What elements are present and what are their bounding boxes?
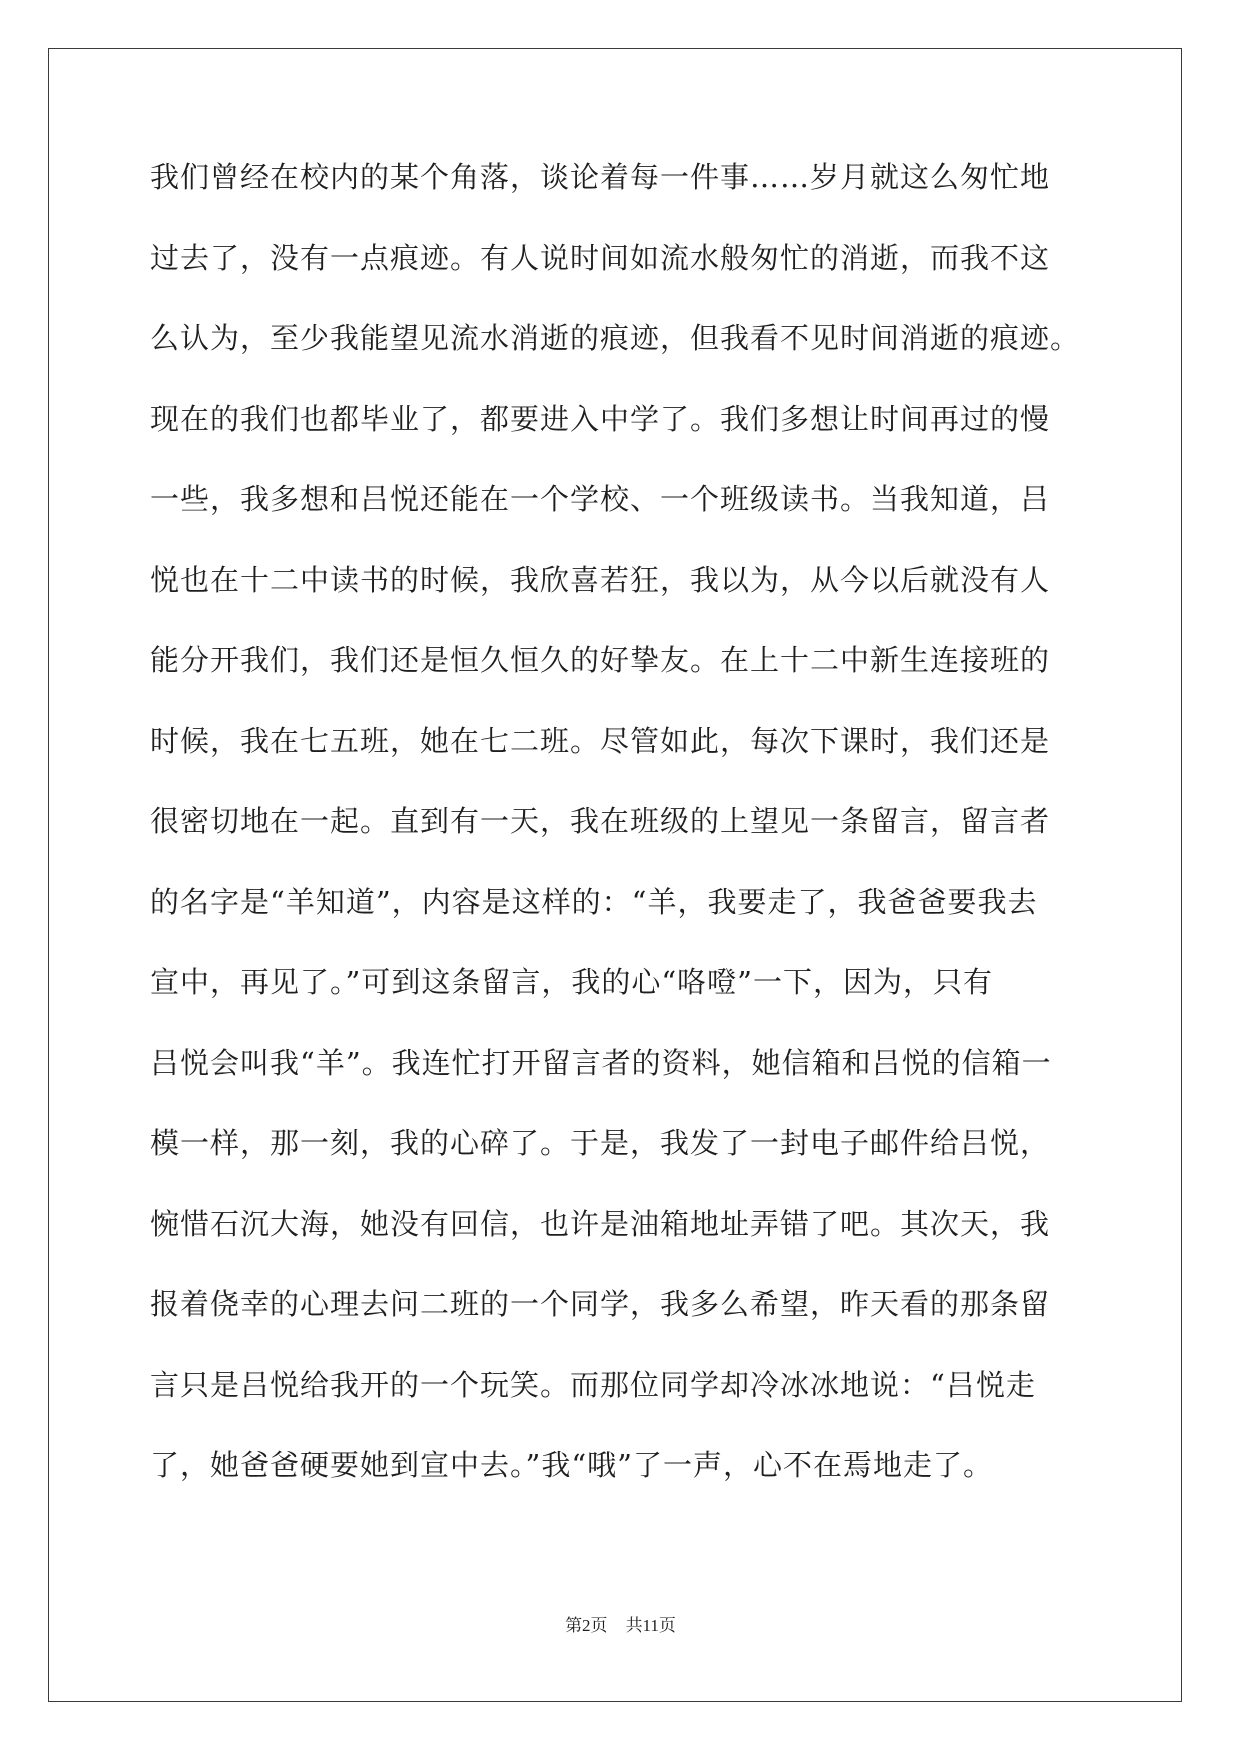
body-line: 言只是吕悦给我开的一个玩笑。而那位同学却冷冰冰地说：“吕悦走 [150,1367,1036,1402]
body-line: 模一样，那一刻，我的心碎了。于是，我发了一封电子邮件给吕悦， [150,1126,1051,1160]
body-line: 我们曾经在校内的某个角落，谈论着每一件事……岁月就这么匆忙地 [150,160,1051,194]
body-line: 很密切地在一起。直到有一天，我在班级的上望见一条留言，留言者 [150,804,1051,838]
body-line: 时候，我在七五班，她在七二班。尽管如此，每次下课时，我们还是 [150,723,1051,758]
body-line: 么认为，至少我能望见流水消逝的痕迹，但我看不见时间消逝的痕迹。 [150,321,1081,355]
body-line: 报着侥幸的心理去问二班的一个同学，我多么希望，昨天看的那条留 [150,1287,1051,1321]
body-line: 惋惜石沉大海，她没有回信，也许是油箱地址弄错了吧。其次天，我 [150,1206,1051,1241]
body-line: 一些，我多想和吕悦还能在一个学校、一个班级读书。当我知道，吕 [150,482,1051,516]
body-line: 了，她爸爸硬要她到宣中去。”我“哦”了一声，心不在焉地走了。 [150,1448,993,1482]
body-line: 能分开我们，我们还是恒久恒久的好挚友。在上十二中新生连接班的 [150,643,1051,677]
body-line: 吕悦会叫我“羊”。我连忙打开留言者的资料，她信箱和吕悦的信箱一 [150,1045,1052,1080]
body-line: 悦也在十二中读书的时候，我欣喜若狂，我以为，从今以后就没有人 [150,562,1051,597]
body-text [150,157,1090,1526]
page-total: 共11页 [625,1616,676,1635]
body-line: 的名字是“羊知道”，内容是这样的：“羊，我要走了，我爸爸要我去 [150,884,1038,919]
page-number: 第2页 [565,1616,608,1635]
body-line: 过去了，没有一点痕迹。有人说时间如流水般匆忙的消逝，而我不这 [150,240,1051,275]
page-footer [0,1614,1241,1638]
body-line: 宣中，再见了。”可到这条留言，我的心“咯噔”一下，因为，只有 [150,965,993,999]
body-line: 现在的我们也都毕业了，都要进入中学了。我们多想让时间再过的慢 [150,401,1051,436]
